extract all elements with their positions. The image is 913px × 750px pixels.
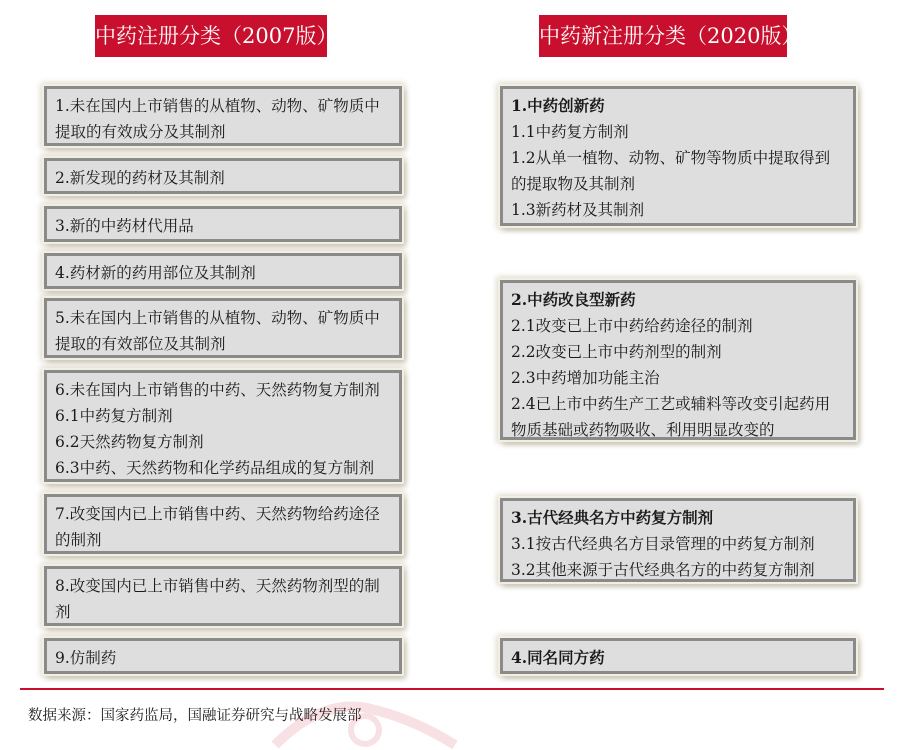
title-2007: 中药注册分类（2007版） <box>95 15 327 57</box>
category-2020-4-head: 4.同名同方药 <box>511 648 605 667</box>
category-2007-1-text: 1.未在国内上市销售的从植物、动物、矿物质中提取的有效成分及其制剂 <box>55 97 380 141</box>
category-2007-7 <box>44 494 402 554</box>
category-2020-4 <box>500 638 856 674</box>
category-2020-2-2: 2.2改变已上市中药剂型的制剂 <box>511 343 722 361</box>
category-2020-2-head: 2.中药改良型新药 <box>511 290 636 309</box>
category-2020-3-1: 3.1按古代经典名方目录管理的中药复方制剂 <box>511 535 815 553</box>
category-2007-6-2: 6.2天然药物复方制剂 <box>55 433 204 451</box>
category-2007-6 <box>44 370 402 482</box>
category-2007-8 <box>44 566 402 626</box>
category-2020-3-2: 3.2其他来源于古代经典名方的中药复方制剂 <box>511 561 815 579</box>
footer-divider <box>20 688 884 690</box>
category-2007-5 <box>44 298 402 358</box>
category-2020-1-2: 1.2从单一植物、动物、矿物等物质中提取得到的提取物及其制剂 <box>511 149 831 193</box>
category-2020-1-3: 1.3新药材及其制剂 <box>511 201 645 219</box>
category-2007-4-text: 4.药材新的药用部位及其制剂 <box>55 264 256 282</box>
category-2007-9 <box>44 638 402 674</box>
category-2020-3-head: 3.古代经典名方中药复方制剂 <box>511 508 714 527</box>
category-2007-5-text: 5.未在国内上市销售的从植物、动物、矿物质中提取的有效部位及其制剂 <box>55 309 380 353</box>
source-note: 数据来源：国家药监局，国融证券研究与战略发展部 <box>28 708 362 724</box>
category-2020-2-1: 2.1改变已上市中药给药途径的制剂 <box>511 317 753 335</box>
category-2007-9-text: 9.仿制药 <box>55 649 117 667</box>
category-2020-3 <box>500 498 856 582</box>
category-2007-4 <box>44 253 402 289</box>
title-2020: 中药新注册分类（2020版） <box>539 15 787 57</box>
category-2020-1 <box>500 86 856 226</box>
category-2007-2-text: 2.新发现的药材及其制剂 <box>55 169 225 187</box>
category-2020-1-1: 1.1中药复方制剂 <box>511 123 629 141</box>
category-2007-2 <box>44 158 402 194</box>
category-2020-1-head: 1.中药创新药 <box>511 96 605 115</box>
category-2007-1 <box>44 86 402 146</box>
category-2007-6-3: 6.3中药、天然药物和化学药品组成的复方制剂 <box>55 459 375 477</box>
category-2007-8-text: 8.改变国内已上市销售中药、天然药物剂型的制剂 <box>55 577 380 621</box>
category-2007-7-text: 7.改变国内已上市销售中药、天然药物给药途径的制剂 <box>55 505 380 549</box>
category-2007-6-1: 6.1中药复方制剂 <box>55 407 173 425</box>
category-2007-3 <box>44 206 402 242</box>
category-2020-2 <box>500 280 856 440</box>
category-2007-6-text: 6.未在国内上市销售的中药、天然药物复方制剂 <box>55 381 380 399</box>
category-2020-2-4: 2.4已上市中药生产工艺或辅料等改变引起药用物质基础或药物吸收、利用明显改变的 <box>511 395 831 439</box>
category-2007-3-text: 3.新的中药材代用品 <box>55 217 194 235</box>
category-2020-2-3: 2.3中药增加功能主治 <box>511 369 660 387</box>
